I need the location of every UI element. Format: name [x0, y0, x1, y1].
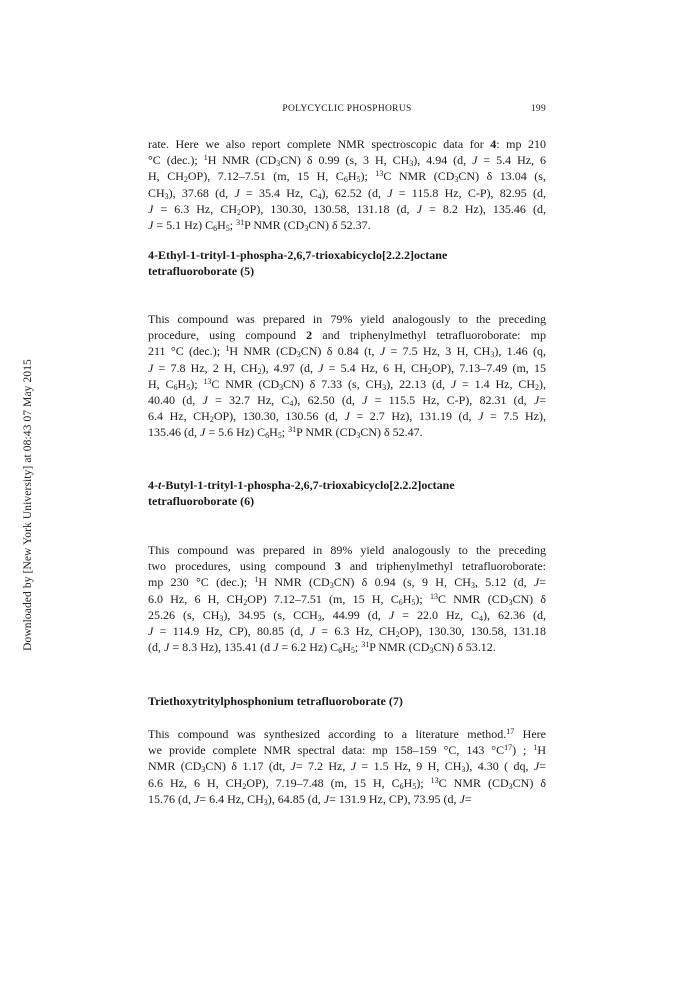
running-head-title: POLYCYCLIC PHOSPHORUS [282, 104, 412, 114]
text-line: 6.6 Hz, 6 H, $CH_2OP$), 7.19–7.48 (m, 15 H, $C_6H_5$); $^{13}$C NMR $(CD_3CN)$ δ [148, 775, 546, 791]
text-line: 4-t-Butyl-1-trityl-1-phospha-2,6,7-trioxabicyclo[2.2.2]octane [148, 478, 455, 492]
text-line: 135.46 (d, J = 5.6 Hz) $C_6H_5$; $^{31}$P NMR $(CD_3CN)$ δ 52.47. [148, 425, 423, 441]
section-heading [148, 247, 546, 279]
text-line: Triethoxytritylphosphonium tetrafluoroborate (7) [148, 694, 403, 708]
text-line: J = 5.1 Hz) $C_6H_5$; $^{31}$P NMR $(CD_3CN)$ δ 52.37. [148, 218, 371, 234]
text-line: rate. Here we also report complete NMR spectroscopic data for 4: mp 210 [148, 137, 546, 151]
procedure-compound-5 [148, 311, 546, 441]
text-line: tetrafluoroborate (6) [148, 494, 255, 509]
download-watermark: Downloaded by [New York University] at 08:43 07 May 2015 [22, 359, 34, 651]
text-line: 40.40 (d, J = 32.7 Hz, $C_4$), 62.50 (d, J = 115.5 Hz, C-P), 82.31 (d, J= [148, 393, 547, 409]
text-line: This compound was synthesized according to a literature method.$^{17}$ Here [148, 727, 546, 741]
text-line: procedure, using compound 2 and triphenylmethyl tetrafluoroborate: mp [148, 328, 546, 343]
running-head [148, 104, 546, 118]
text-line: J = 6.3 Hz, $CH_2OP$), 130.30, 130.58, 131.18 (d, J = 8.2 Hz), 135.46 (d, [148, 201, 546, 217]
heading-compound-5 [148, 247, 546, 279]
text-line: two procedures, using compound 3 and triphenylmethyl tetrafluoroborate: [148, 559, 546, 574]
text-line: $CH_3$), 37.68 (d, J = 35.4 Hz, $C_4$), 62.52 (d, J = 115.8 Hz, C-P), 82.95 (d, [148, 185, 546, 201]
section-heading [148, 477, 546, 509]
text-line: J = 7.8 Hz, 2 H, $CH_2$), 4.97 (d, J = 5.4 Hz, 6 H, $CH_2OP$), 7.13–7.49 (m, 15 [148, 360, 546, 376]
section-heading [148, 693, 546, 709]
text-line: 211 °C (dec.); $^1$H NMR $(CD_3CN)$ δ 0.84 (t, J = 7.5 Hz, 3 H, $CH_3$), 1.46 (q, [148, 344, 547, 360]
procedure-compound-6 [148, 542, 546, 655]
heading-compound-7 [148, 693, 546, 709]
heading-compound-6 [148, 477, 546, 509]
text-line: mp 230 °C (dec.); $^1$H NMR $(CD_3CN)$ δ 0.94 (s, 9 H, $CH_3$, 5.12 (d, J= [148, 575, 546, 591]
text-line: NMR $(CD_3CN)$ δ 1.17 (dt, J= 7.2 Hz, J = 1.5 Hz, 9 H, $CH_3$), 4.30 ( dq, J= [148, 759, 546, 775]
text-line: H, $C_6H_5$); $^{13}$C NMR $(CD_3CN)$ δ 7.33 (s, $CH_3$), 22.13 (d, J = 1.4 Hz, $CH_2$), [148, 376, 547, 392]
procedure-compound-7 [148, 726, 546, 807]
text-line: 4-Ethyl-1-trityl-1-phospha-2,6,7-trioxabicyclo[2.2.2]octane [148, 248, 448, 262]
paragraph [148, 136, 546, 233]
text-line: (d, J = 8.3 Hz), 135.41 (d J = 6.2 Hz) $C_6H_5$; $^{31}$P NMR $(CD_3CN)$ δ 53.12. [148, 640, 496, 656]
text-line: we provide complete NMR spectral data: mp 158–159 °C, 143 $^\circ C^{17}$) ; $^1$H [148, 743, 546, 758]
text-line: J = 114.9 Hz, CP), 80.85 (d, J = 6.3 Hz, $CH_2OP$), 130.30, 130.58, 131.18 [148, 624, 547, 640]
text-line: This compound was prepared in 79% yield analogously to the preceding [148, 312, 546, 326]
text-line: 6.4 Hz, $CH_2OP$), 130.30, 130.56 (d, J = 2.7 Hz), 131.19 (d, J = 7.5 Hz), [148, 409, 546, 425]
text-line: 15.76 (d, J= 6.4 Hz, $CH_3$), 64.85 (d, J= 131.9 Hz, CP), 73.95 (d, J= [148, 791, 472, 807]
paragraph [148, 726, 546, 807]
text-line: H, $CH_2OP$), 7.12–7.51 (m, 15 H, $C_6H_5$); $^{13}$C NMR $(CD_3CN)$ δ 13.04 (s, [148, 169, 546, 185]
text-line: This compound was prepared in 89% yield analogously to the preceding [148, 543, 546, 557]
text-line: 25.26 (s, $CH_3$), 34.95 (s, $CCH_3$, 44.99 (d, J = 22.0 Hz, $C_4$), 62.36 (d, [148, 607, 546, 623]
text-line: tetrafluoroborate (5) [148, 264, 255, 279]
page-number: 199 [530, 104, 546, 114]
text-line: 6.0 Hz, 6 H, $CH_2OP$) 7.12–7.51 (m, 15 H, $C_6H_5$); $^{13}$C NMR $(CD_3CN)$ δ [148, 591, 546, 607]
nmr-data-compound-4 [148, 136, 546, 233]
text-line: °C (dec.); $^1$H NMR $(CD_3CN)$ δ 0.99 (s, 3 H, $CH_3$), 4.94 (d, J = 5.4 Hz, 6 [148, 153, 547, 169]
paragraph [148, 311, 546, 441]
paragraph [148, 542, 546, 655]
